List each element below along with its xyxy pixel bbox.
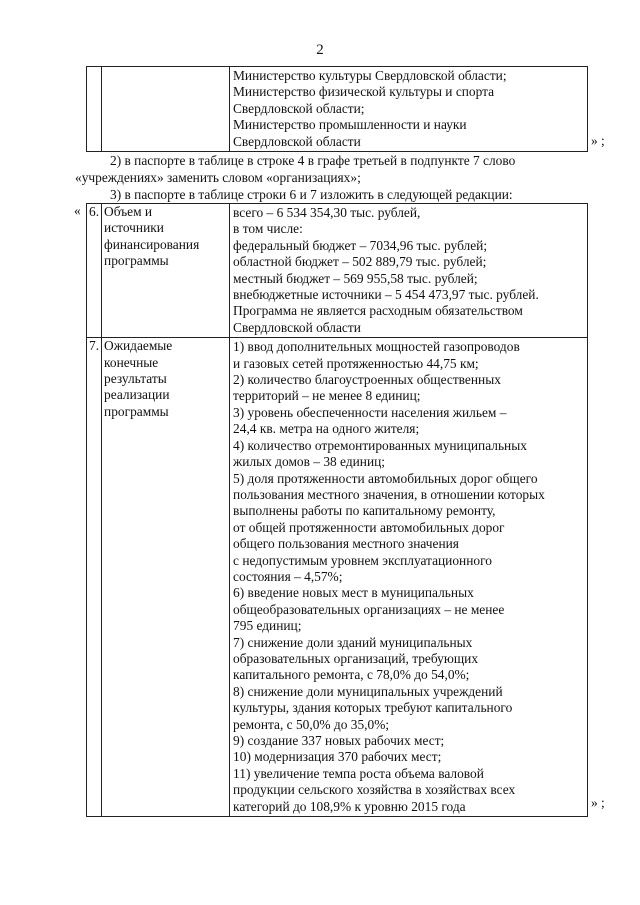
content-line: с недопустимым уровнем эксплуатационного: [233, 552, 492, 568]
content-line: культуры, здания которых требуют капитального: [233, 700, 513, 716]
passport-table: [86, 203, 588, 817]
content-line: общего пользования местного значения: [233, 536, 459, 552]
content-line: категорий до 108,9% к уровню 2015 года: [233, 798, 466, 814]
table-row-6: [87, 204, 588, 338]
row-title-line: программы: [104, 253, 169, 269]
page-number: 2: [316, 42, 324, 58]
content-line: 5) доля протяженности автомобильных дорог общего: [233, 470, 538, 486]
content-line: федеральный бюджет – 7034,96 тыс. рублей;: [233, 237, 488, 253]
content-line: состояния – 4,57%;: [233, 568, 343, 584]
row-title-line: реализации: [104, 387, 170, 403]
row-number: 6.: [87, 204, 102, 338]
row-content: [230, 204, 588, 338]
row-title-line: конечные: [104, 354, 159, 370]
table-row: [87, 67, 588, 152]
row-title-line: результаты: [104, 371, 167, 387]
row-title: [102, 204, 230, 338]
closing-quote-main: » ;: [591, 795, 605, 810]
amendment-item-3-line-1: 3) в паспорте в таблице строки 6 и 7 изложить в следующей редакции:: [110, 187, 513, 202]
content-line: капитального ремонта, с 78,0% до 54,0%;: [233, 667, 470, 683]
content-line: местный бюджет – 569 955,58 тыс. рублей;: [233, 270, 478, 286]
content-line: 4) количество отремонтированных муниципальных: [233, 437, 527, 453]
continuation-table: [86, 66, 588, 152]
content-line: внебюджетные источники – 5 454 473,97 тыс. рублей.: [233, 287, 539, 303]
content-line: ремонта, с 50,0% до 35,0%;: [233, 716, 390, 732]
row-title-line: источники: [104, 220, 164, 236]
row-content: [230, 338, 588, 817]
num-cell: [87, 67, 102, 152]
content-line: жилых домов – 38 единиц;: [233, 454, 386, 470]
content-line: Программа не является расходным обязательством: [233, 303, 523, 319]
ministry-line: Свердловской области: [233, 133, 361, 149]
content-line: в том числе:: [233, 221, 303, 237]
content-line: общеобразовательных организациях – не менее: [233, 601, 505, 617]
amendment-item-2-line-1: 2) в паспорте в таблице в строке 4 в графе третьей в подпункте 7 слово: [110, 153, 516, 168]
ministry-line: Министерство физической культуры и спорта: [233, 84, 495, 100]
row-title: [102, 338, 230, 817]
content-line: 6) введение новых мест в муниципальных: [233, 585, 474, 601]
content-line: 7) снижение доли зданий муниципальных: [233, 634, 473, 650]
content-line: 3) уровень обеспеченности населения жильем –: [233, 404, 507, 420]
row-title-line: Ожидаемые: [104, 338, 173, 354]
ministry-line: Свердловской области;: [233, 100, 365, 116]
content-line: 1) ввод дополнительных мощностей газопроводов: [233, 339, 520, 355]
table-row-7: [87, 338, 588, 817]
content-line: 8) снижение доли муниципальных учреждений: [233, 683, 503, 699]
title-cell: [102, 67, 230, 152]
content-line: областной бюджет – 502 889,79 тыс. рублей;: [233, 254, 487, 270]
row-title-line: программы: [104, 403, 169, 419]
content-line: выполнены работы по капитальному ремонту,: [233, 503, 496, 519]
content-line: и газовых сетей протяженностью 44,75 км;: [233, 355, 479, 371]
content-line: 10) модернизация 370 рабочих мест;: [233, 749, 442, 765]
opening-quote: «: [74, 203, 81, 218]
ministry-line: Министерство промышленности и науки: [233, 117, 467, 133]
ministries-cell: [230, 67, 588, 152]
content-line: 795 единиц;: [233, 618, 302, 634]
content-line: образовательных организаций, требующих: [233, 650, 479, 666]
content-line: территорий – не менее 8 единиц;: [233, 388, 421, 404]
row-title-line: финансирования: [104, 236, 200, 252]
content-line: Свердловской области: [233, 319, 361, 335]
content-line: всего – 6 534 354,30 тыс. рублей,: [233, 205, 421, 220]
content-line: от общей протяженности автомобильных дорог: [233, 519, 505, 535]
row-title-line: Объем и: [104, 204, 153, 219]
content-line: 24,4 кв. метра на одного жителя;: [233, 421, 420, 437]
content-line: 11) увеличение темпа роста объема валовой: [233, 765, 484, 781]
content-line: продукции сельского хозяйства в хозяйствах всех: [233, 782, 516, 798]
content-line: пользования местного значения, в отношении которых: [233, 486, 545, 502]
ministry-line: Министерство культуры Свердловской области;: [233, 68, 507, 83]
content-line: 2) количество благоустроенных общественных: [233, 372, 501, 388]
closing-quote-top: » ;: [591, 133, 605, 148]
content-line: 9) создание 337 новых рабочих мест;: [233, 733, 445, 748]
amendment-item-2-line-2: «учреждениях» заменить словом «организациях»;: [75, 170, 361, 185]
row-number: 7.: [87, 338, 102, 817]
